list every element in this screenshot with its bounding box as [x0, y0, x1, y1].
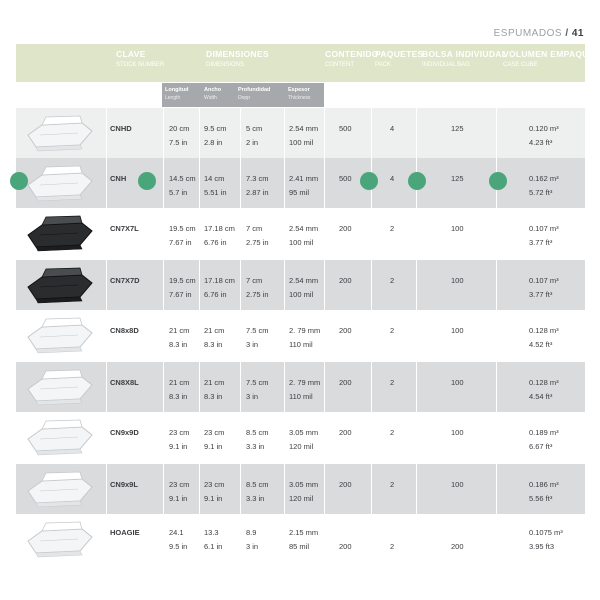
column-divider: [240, 412, 241, 464]
cell-thk-imperial: 110 mil: [289, 340, 313, 349]
product-image: [22, 367, 96, 407]
header-separator: /: [565, 28, 569, 39]
cell-wid-imperial: 8.3 in: [204, 340, 223, 349]
subheader-profundidad: Profundidad Depp: [238, 87, 271, 101]
column-divider: [284, 208, 285, 260]
cell-content: 200: [339, 428, 352, 437]
cell-wid: [204, 478, 224, 506]
column-divider: [163, 362, 164, 412]
marker-dot[interactable]: [10, 172, 28, 190]
cell-vol-imperial: 3.95 ft3: [529, 542, 555, 551]
column-divider: [284, 310, 285, 362]
table-row: [16, 260, 585, 310]
column-divider: [106, 310, 107, 362]
column-divider: [324, 260, 325, 310]
cell-wid-imperial: 5.51 in: [204, 188, 227, 197]
cell-vol-metric: 0.128 m³: [529, 378, 559, 387]
cell-wid-imperial: 8.3 in: [204, 392, 223, 401]
column-divider: [199, 208, 200, 260]
column-divider: [416, 310, 417, 362]
cell-dep-imperial: 2.75 in: [246, 290, 269, 299]
column-divider: [163, 260, 164, 310]
cell-thk-metric: 2.41 mm: [289, 174, 319, 183]
cell-dep: [246, 376, 269, 404]
marker-dot[interactable]: [408, 172, 426, 190]
marker-dot[interactable]: [138, 172, 156, 190]
cell-dep-imperial: 3 in: [246, 340, 259, 349]
column-divider: [371, 514, 372, 566]
cell-len-imperial: 7.67 in: [169, 238, 192, 247]
cell-thk-metric: 2.54 mm: [289, 276, 319, 285]
cell-code: CNH: [110, 174, 127, 183]
table-row: [16, 108, 585, 158]
cell-wid-imperial: 9.1 in: [204, 494, 223, 503]
cell-wid: [204, 426, 224, 454]
column-divider: [240, 158, 241, 208]
cell-pack: 2: [390, 224, 395, 233]
column-header-clave: CLAVE STOCK NUMBER: [116, 49, 165, 68]
cell-len-imperial: 9.1 in: [169, 494, 188, 503]
cell-wid-imperial: 2.8 in: [204, 138, 223, 147]
cell-len-metric: 23 cm: [169, 428, 190, 437]
cell-dep-imperial: 3 in: [246, 392, 259, 401]
cell-thk: [289, 478, 318, 506]
cell-dep: [246, 324, 269, 352]
column-divider: [416, 362, 417, 412]
cell-thk: [289, 222, 318, 250]
cell-dep-metric: 7 cm: [246, 276, 263, 285]
cell-pack: 2: [390, 480, 395, 489]
column-divider: [284, 108, 285, 158]
cell-dep-imperial: 3.3 in: [246, 494, 265, 503]
product-image: [22, 519, 96, 559]
cell-dep-metric: 7 cm: [246, 224, 263, 233]
cell-len: [169, 376, 189, 404]
column-divider: [324, 158, 325, 208]
cell-dep-imperial: 2.87 in: [246, 188, 269, 197]
column-divider: [416, 260, 417, 310]
cell-code: CNHD: [110, 124, 132, 133]
column-divider: [163, 514, 164, 566]
column-header-dimensiones: DIMENSIONES DIMENSIONS: [206, 49, 269, 68]
column-divider: [106, 208, 107, 260]
cell-code: CN7X7L: [110, 224, 139, 233]
cell-vol-metric: 0.120 m³: [529, 124, 559, 133]
column-divider: [240, 260, 241, 310]
cell-dep-metric: 8.5 cm: [246, 480, 269, 489]
column-header-volumen: VOLUMEN EMPAQUE CASE CUBE: [503, 49, 595, 68]
cell-thk-metric: 3.05 mm: [289, 480, 319, 489]
product-image: [22, 213, 96, 253]
cell-len: [169, 426, 189, 454]
cell-vol-imperial: 3.77 ft³: [529, 290, 553, 299]
cell-thk-metric: 2. 79 mm: [289, 378, 321, 387]
column-divider: [416, 208, 417, 260]
column-divider: [199, 260, 200, 310]
cell-content: 200: [339, 378, 352, 387]
table-row: [16, 310, 585, 362]
cell-vol-metric: 0.189 m³: [529, 428, 559, 437]
cell-wid: [204, 172, 227, 200]
cell-content: 500: [339, 174, 352, 183]
column-divider: [240, 208, 241, 260]
cell-thk-imperial: 95 mil: [289, 188, 310, 197]
cell-len-metric: 20 cm: [169, 124, 190, 133]
column-divider: [324, 464, 325, 514]
column-divider: [416, 412, 417, 464]
cell-len-metric: 24.1: [169, 528, 184, 537]
cell-thk-imperial: 100 mil: [289, 238, 314, 247]
cell-vol-imperial: 6.67 ft³: [529, 442, 553, 451]
column-header-bolsa: BOLSA INDIVIUDAL INDIVIDUAL BAG: [422, 49, 508, 68]
column-divider: [496, 208, 497, 260]
cell-code: CN8x8D: [110, 326, 139, 335]
cell-dep: [246, 222, 269, 250]
cell-len: [169, 526, 187, 554]
subheader-longitud: Longitud Length: [165, 87, 189, 101]
cell-wid-metric: 21 cm: [204, 326, 225, 335]
cell-code: CN9x9D: [110, 428, 139, 437]
cell-wid-metric: 17.18 cm: [204, 224, 235, 233]
cell-wid-metric: 14 cm: [204, 174, 225, 183]
cell-len-metric: 23 cm: [169, 480, 190, 489]
cell-thk: [289, 324, 320, 352]
column-divider: [284, 260, 285, 310]
cell-len: [169, 478, 189, 506]
column-divider: [106, 362, 107, 412]
cell-vol-metric: 0.128 m³: [529, 326, 559, 335]
cell-pack: 2: [390, 428, 395, 437]
cell-len-imperial: 7.5 in: [169, 138, 188, 147]
cell-dep: [246, 526, 258, 554]
cell-len: [169, 122, 189, 150]
product-image: [22, 469, 96, 509]
dimensions-subheader: [162, 83, 324, 107]
cell-pack: 2: [390, 378, 395, 387]
page-header: [494, 28, 584, 39]
cell-dep-metric: 7.5 cm: [246, 326, 269, 335]
column-divider: [324, 310, 325, 362]
cell-dep-metric: 8.5 cm: [246, 428, 269, 437]
cell-thk-metric: 3.05 mm: [289, 428, 319, 437]
column-divider: [240, 310, 241, 362]
column-header-contenido: CONTENIDO CONTENT: [325, 49, 379, 68]
cell-thk: [289, 122, 318, 150]
cell-bag: 125: [451, 174, 464, 183]
cell-thk-imperial: 120 mil: [289, 442, 314, 451]
column-divider: [163, 412, 164, 464]
column-divider: [371, 260, 372, 310]
column-divider: [163, 158, 164, 208]
cell-len-metric: 14.5 cm: [169, 174, 196, 183]
column-divider: [496, 412, 497, 464]
cell-wid: [204, 324, 224, 352]
cell-code: HOAGIE: [110, 528, 140, 537]
marker-dot[interactable]: [360, 172, 378, 190]
cell-wid: [204, 222, 235, 250]
cell-vol: [529, 426, 559, 454]
cell-len-metric: 21 cm: [169, 326, 190, 335]
cell-thk-imperial: 100 mil: [289, 290, 314, 299]
column-divider: [199, 464, 200, 514]
column-divider: [324, 208, 325, 260]
cell-wid-metric: 21 cm: [204, 378, 225, 387]
subheader-ancho: Ancho Width: [204, 87, 222, 101]
column-divider: [240, 362, 241, 412]
column-divider: [324, 412, 325, 464]
column-divider: [240, 514, 241, 566]
cell-vol: [529, 324, 559, 352]
cell-pack: 2: [390, 276, 395, 285]
cell-thk: [289, 274, 318, 302]
column-divider: [199, 108, 200, 158]
cell-vol: [529, 122, 559, 150]
cell-vol-imperial: 3.77 ft³: [529, 238, 553, 247]
cell-dep: [246, 426, 269, 454]
cell-dep-metric: 5 cm: [246, 124, 263, 133]
column-divider: [496, 310, 497, 362]
column-divider: [199, 362, 200, 412]
cell-len: [169, 324, 189, 352]
column-divider: [496, 362, 497, 412]
cell-bag: 100: [451, 326, 464, 335]
cell-content: 200: [339, 542, 352, 551]
cell-wid: [204, 376, 224, 404]
cell-dep-imperial: 2 in: [246, 138, 259, 147]
column-divider: [106, 108, 107, 158]
cell-bag: 100: [451, 480, 464, 489]
product-image: [22, 113, 96, 153]
cell-dep: [246, 122, 262, 150]
table-row: [16, 412, 585, 464]
marker-dot[interactable]: [489, 172, 507, 190]
column-divider: [371, 310, 372, 362]
cell-code: CN7X7D: [110, 276, 140, 285]
cell-thk-metric: 2.15 mm: [289, 528, 319, 537]
cell-len-imperial: 7.67 in: [169, 290, 192, 299]
cell-dep-metric: 7.5 cm: [246, 378, 269, 387]
cell-thk: [289, 426, 318, 454]
column-divider: [496, 108, 497, 158]
column-divider: [284, 412, 285, 464]
cell-wid-metric: 17.18 cm: [204, 276, 235, 285]
table-row: [16, 514, 585, 566]
column-divider: [199, 514, 200, 566]
cell-dep-imperial: 3.3 in: [246, 442, 265, 451]
cell-len: [169, 274, 196, 302]
cell-dep: [246, 478, 269, 506]
cell-vol-metric: 0.1075 m³: [529, 528, 563, 537]
cell-vol: [529, 274, 559, 302]
cell-dep-imperial: 2.75 in: [246, 238, 269, 247]
cell-vol-imperial: 5.72 ft³: [529, 188, 553, 197]
cell-wid: [204, 122, 227, 150]
column-divider: [371, 362, 372, 412]
column-divider: [371, 208, 372, 260]
cell-wid-imperial: 6.1 in: [204, 542, 223, 551]
column-divider: [284, 362, 285, 412]
page-number: 41: [571, 28, 584, 39]
product-image: [22, 265, 96, 305]
cell-thk: [289, 526, 318, 554]
column-header-paquetes: PAQUETES PACK: [375, 49, 424, 68]
cell-pack: 4: [390, 124, 395, 133]
cell-len-imperial: 5.7 in: [169, 188, 188, 197]
cell-len: [169, 222, 196, 250]
column-divider: [324, 362, 325, 412]
cell-code: CN8X8L: [110, 378, 139, 387]
column-divider: [284, 158, 285, 208]
column-divider: [496, 514, 497, 566]
cell-wid-metric: 23 cm: [204, 480, 225, 489]
cell-bag: 100: [451, 378, 464, 387]
cell-dep: [246, 274, 269, 302]
column-divider: [199, 158, 200, 208]
cell-content: 200: [339, 224, 352, 233]
cell-len-imperial: 8.3 in: [169, 392, 188, 401]
cell-code: CN9x9L: [110, 480, 138, 489]
column-divider: [240, 108, 241, 158]
column-divider: [106, 158, 107, 208]
cell-dep-metric: 8.9: [246, 528, 257, 537]
table-row: [16, 208, 585, 260]
cell-pack: 4: [390, 174, 395, 183]
column-divider: [163, 108, 164, 158]
column-divider: [106, 514, 107, 566]
cell-wid-metric: 13.3: [204, 528, 219, 537]
cell-vol: [529, 526, 563, 554]
cell-len-metric: 21 cm: [169, 378, 190, 387]
cell-vol: [529, 478, 559, 506]
subheader-espesor: Espesor Thickness: [288, 87, 311, 101]
cell-thk-metric: 2.54 mm: [289, 124, 319, 133]
cell-dep-imperial: 3 in: [246, 542, 259, 551]
cell-vol: [529, 222, 559, 250]
cell-thk-metric: 2.54 mm: [289, 224, 319, 233]
column-divider: [371, 108, 372, 158]
column-divider: [163, 310, 164, 362]
cell-vol: [529, 172, 559, 200]
cell-wid-imperial: 6.76 in: [204, 238, 227, 247]
cell-vol-metric: 0.186 m³: [529, 480, 559, 489]
column-divider: [416, 108, 417, 158]
cell-vol-imperial: 4.23 ft³: [529, 138, 553, 147]
cell-vol-metric: 0.107 m³: [529, 224, 559, 233]
column-divider: [371, 464, 372, 514]
column-divider: [416, 514, 417, 566]
column-divider: [324, 514, 325, 566]
cell-len-imperial: 8.3 in: [169, 340, 188, 349]
column-divider: [106, 260, 107, 310]
column-divider: [371, 412, 372, 464]
column-divider: [163, 208, 164, 260]
column-divider: [284, 514, 285, 566]
cell-thk-imperial: 120 mil: [289, 494, 314, 503]
cell-wid-imperial: 9.1 in: [204, 442, 223, 451]
cell-bag: 100: [451, 428, 464, 437]
cell-wid: [204, 274, 235, 302]
cell-pack: 2: [390, 542, 395, 551]
cell-vol-metric: 0.162 m³: [529, 174, 559, 183]
table-row: [16, 362, 585, 412]
column-divider: [284, 464, 285, 514]
cell-vol-imperial: 4.54 ft³: [529, 392, 553, 401]
cell-content: 500: [339, 124, 352, 133]
cell-thk-imperial: 110 mil: [289, 392, 313, 401]
cell-thk: [289, 376, 320, 404]
cell-pack: 2: [390, 326, 395, 335]
cell-len-imperial: 9.5 in: [169, 542, 188, 551]
column-divider: [240, 464, 241, 514]
cell-len-metric: 19.5 cm: [169, 276, 196, 285]
cell-wid-imperial: 6.76 in: [204, 290, 227, 299]
column-divider: [163, 464, 164, 514]
cell-wid: [204, 526, 222, 554]
cell-content: 200: [339, 480, 352, 489]
column-divider: [416, 464, 417, 514]
cell-wid-metric: 9.5 cm: [204, 124, 227, 133]
column-divider: [496, 260, 497, 310]
column-divider: [199, 310, 200, 362]
cell-bag: 125: [451, 124, 464, 133]
cell-thk-imperial: 85 mil: [289, 542, 310, 551]
cell-thk: [289, 172, 318, 200]
cell-thk-imperial: 100 mil: [289, 138, 314, 147]
cell-bag: 200: [451, 542, 464, 551]
product-image: [22, 163, 96, 203]
cell-vol: [529, 376, 559, 404]
column-divider: [199, 412, 200, 464]
product-image: [22, 315, 96, 355]
cell-dep: [246, 172, 269, 200]
section-title: ESPUMADOS: [493, 28, 563, 39]
column-divider: [496, 464, 497, 514]
cell-wid-metric: 23 cm: [204, 428, 225, 437]
cell-vol-metric: 0.107 m³: [529, 276, 559, 285]
cell-bag: 100: [451, 276, 464, 285]
cell-thk-metric: 2. 79 mm: [289, 326, 321, 335]
column-divider: [106, 412, 107, 464]
cell-content: 200: [339, 276, 352, 285]
cell-len: [169, 172, 196, 200]
column-divider: [106, 464, 107, 514]
column-divider: [324, 108, 325, 158]
cell-len-imperial: 9.1 in: [169, 442, 188, 451]
product-image: [22, 417, 96, 457]
table-row: [16, 464, 585, 514]
cell-len-metric: 19.5 cm: [169, 224, 196, 233]
cell-vol-imperial: 5.56 ft³: [529, 494, 553, 503]
cell-content: 200: [339, 326, 352, 335]
table-header: [16, 44, 595, 82]
cell-dep-metric: 7.3 cm: [246, 174, 269, 183]
cell-bag: 100: [451, 224, 464, 233]
cell-vol-imperial: 4.52 ft³: [529, 340, 553, 349]
